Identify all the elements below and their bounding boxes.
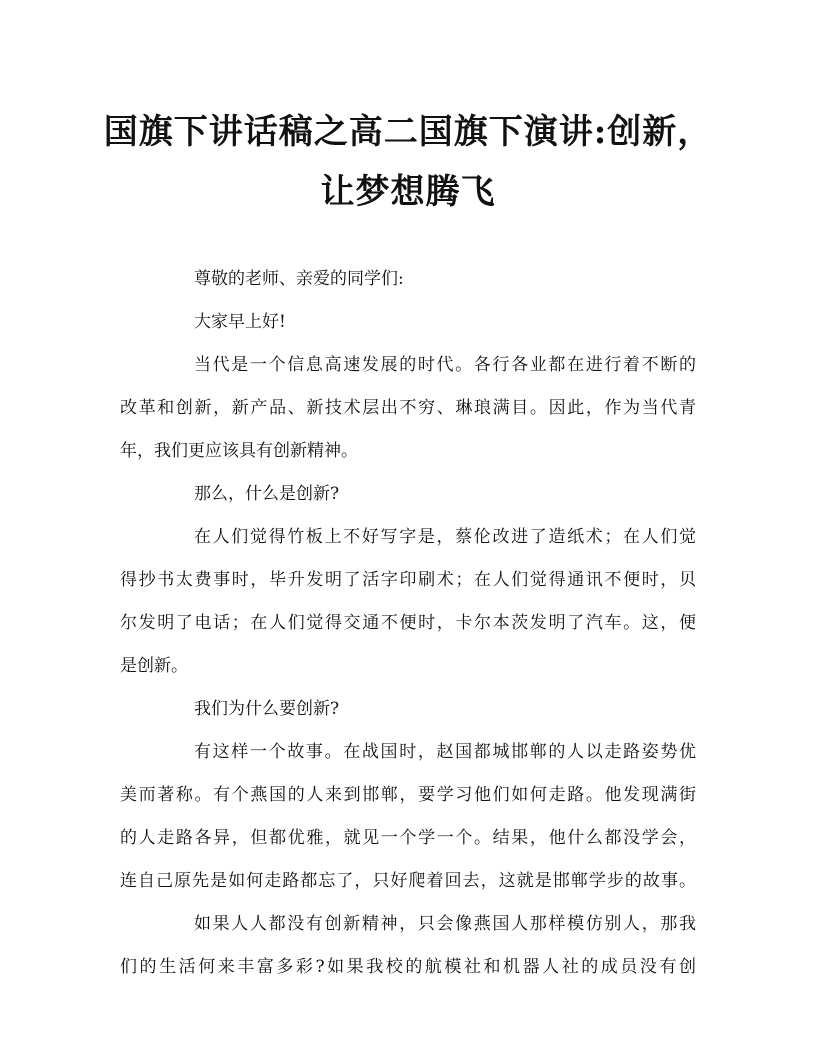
paragraph-line: 尔发明了电话；在人们觉得交通不便时，卡尔本茨发明了汽车。这，便 (120, 613, 696, 633)
paragraph-line: 得抄书太费事时，毕升发明了活字印刷术；在人们觉得通讯不便时，贝 (120, 570, 696, 590)
question-line: 那么，什么是创新? (194, 484, 340, 504)
greeting-line: 大家早上好! (194, 312, 286, 332)
document-title-line-1: 国旗下讲话稿之高二国旗下演讲:创新， (103, 112, 713, 152)
paragraph-line: 在人们觉得竹板上不好写字是，蔡伦改进了造纸术；在人们觉 (194, 527, 696, 547)
paragraph-line: 年，我们更应该具有创新精神。 (120, 441, 358, 461)
paragraph-line: 连自己原先是如何走路都忘了，只好爬着回去，这就是邯郸学步的故事。 (120, 871, 696, 891)
paragraph-line: 当代是一个信息高速发展的时代。各行各业都在进行着不断的 (194, 355, 696, 375)
paragraph-line: 是创新。 (120, 656, 188, 676)
question-line: 我们为什么要创新? (194, 699, 340, 719)
paragraph-line: 如果人人都没有创新精神，只会像燕国人那样模仿别人，那我 (194, 914, 696, 934)
document-title-line-2: 让梦想腾飞 (320, 172, 496, 212)
salutation-line: 尊敬的老师、亲爱的同学们: (194, 269, 404, 289)
paragraph-line: 们的生活何来丰富多彩?如果我校的航模社和机器人社的成员没有创 (120, 957, 696, 977)
paragraph-line: 的人走路各异，但都优雅，就见一个学一个。结果，他什么都没学会， (120, 828, 696, 848)
paragraph-line: 美而著称。有个燕国的人来到邯郸，要学习他们如何走路。他发现满街 (120, 785, 696, 805)
paragraph-line: 有这样一个故事。在战国时，赵国都城邯郸的人以走路姿势优 (194, 742, 696, 762)
paragraph-line: 改革和创新，新产品、新技术层出不穷、琳琅满目。因此，作为当代青 (120, 398, 696, 418)
